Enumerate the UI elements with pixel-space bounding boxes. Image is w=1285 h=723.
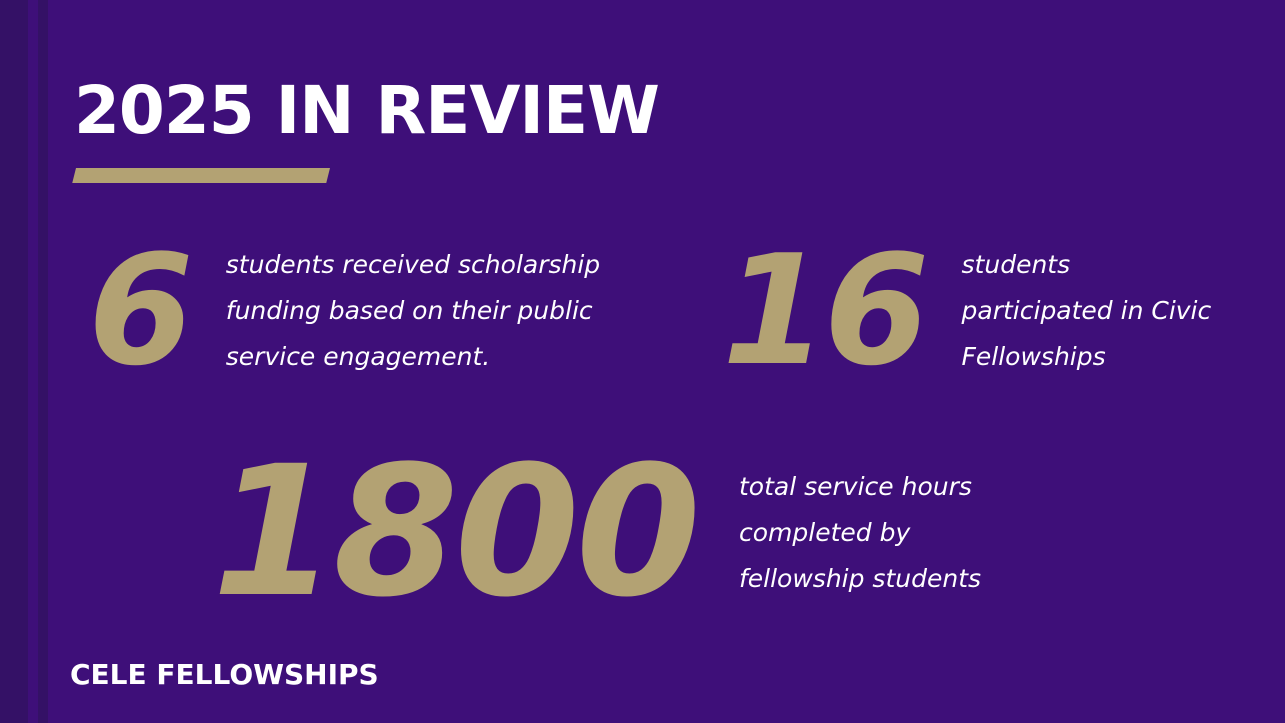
title-underline-rule — [72, 168, 330, 183]
footer-label: CELE FELLOWSHIPS — [70, 658, 379, 691]
page-title: 2025 IN REVIEW — [74, 72, 659, 149]
stat-block-scholarship — [88, 222, 656, 399]
stat-block-service-hours — [212, 428, 1029, 637]
stat-description: students participated in Civic Fellowships — [961, 250, 1212, 371]
stat-number: 16 — [722, 222, 926, 399]
stat-block-fellowships — [722, 222, 1222, 399]
stat-number: 1800 — [212, 428, 697, 637]
stat-description: total service hours completed by fellowship students — [738, 472, 982, 593]
stat-number: 6 — [88, 222, 190, 399]
left-edge-bar-outer — [0, 0, 28, 723]
left-edge-bar-inner — [38, 0, 48, 723]
left-edge-bar-gap — [28, 0, 38, 723]
stat-description: students received scholarship funding based on their public service engagement. — [225, 250, 601, 371]
